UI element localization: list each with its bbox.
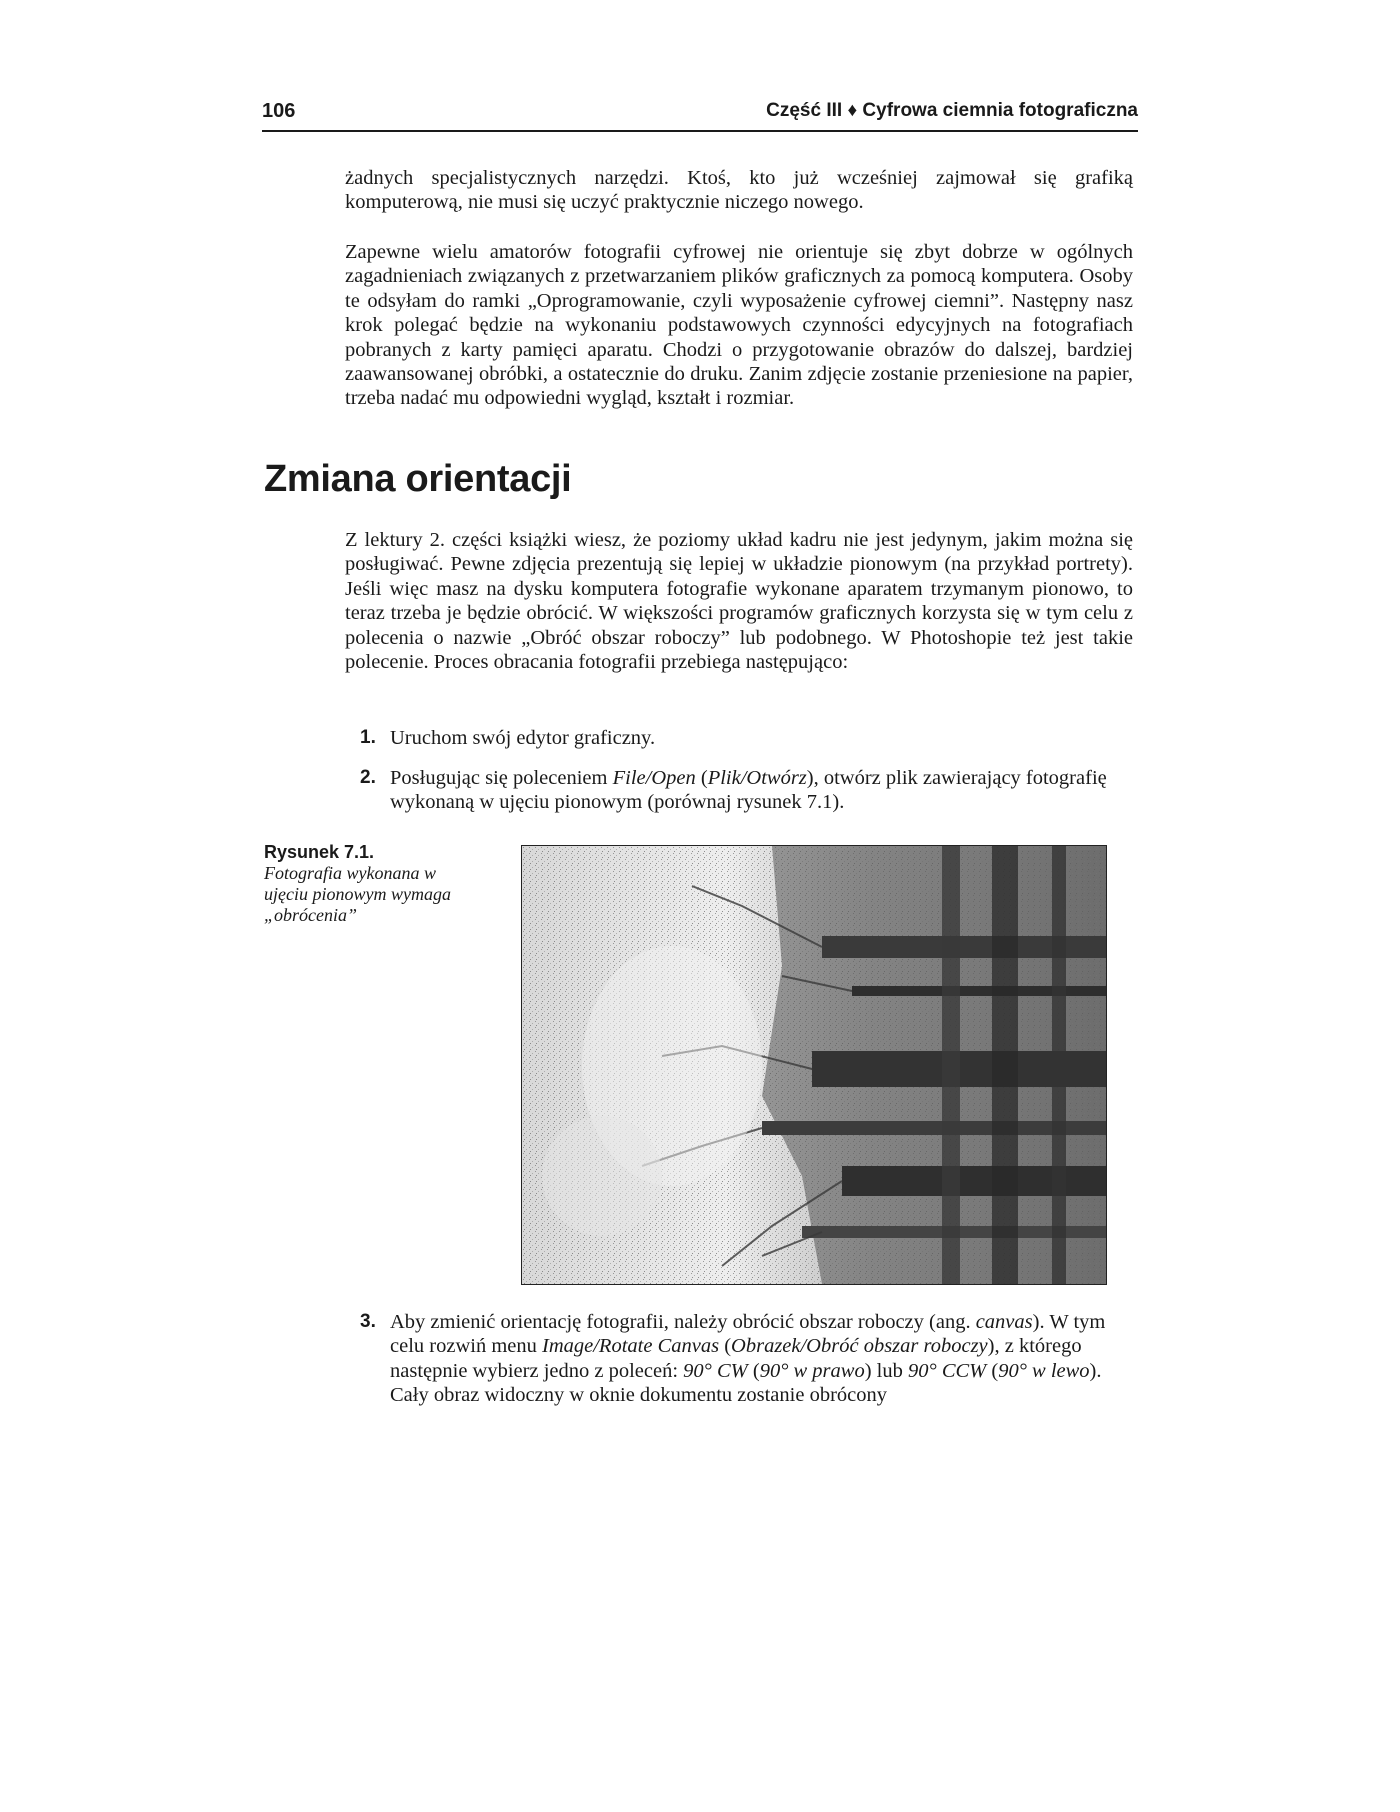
- figure-caption-text: Fotografia wykonana w ujęciu pionowym wymaga „obrócenia”: [264, 863, 451, 925]
- step-3: [362, 1310, 1122, 1408]
- paragraph-amateurs: Zapewne wielu amatorów fotografii cyfrowej nie orientuje się zbyt dobrze w ogólnych zagadnieniach związanych z przetwarzaniem plików graficznych za pomocą komputera. Osoby te odsyłam do ramki „Oprogramowanie, czyli wyposażenie cyfrowej ciemni”. Następny nasz krok polegać będzie na wykonaniu podstawowych czynności edycyjnych na fotografiach pobranych z karty pamięci aparatu. Chodzi o przygotowanie obrazów do dalszej, bardziej zaawansowanej obróbki, a ostatecznie do druku. Zanim zdjęcie zostanie przeniesione na papier, trzeba nadać mu odpowiedni wygląd, kształt i rozmiar.: [345, 241, 1133, 410]
- figure-label: Rysunek 7.1.: [264, 842, 375, 862]
- text-run: ) lub: [864, 1359, 908, 1382]
- term-canvas: canvas: [975, 1311, 1033, 1333]
- step-number: 2.: [360, 767, 376, 788]
- step-1: [362, 726, 1122, 750]
- figure-photo-winter-trees: [521, 845, 1107, 1285]
- menu-path-pl: Plik/Otwórz: [707, 767, 807, 789]
- step-2: [362, 766, 1122, 815]
- step-text: [362, 766, 1122, 815]
- text-run: ), otwórz plik zawierający fotografię wykonaną w ujęciu pionowym (porównaj rysunek 7.1).: [390, 767, 1107, 814]
- text-run: ), z którego następnie wybierz jedno z poleceń:: [390, 1335, 1082, 1382]
- page-number: 106: [262, 100, 296, 122]
- menu-path-en: File/Open: [612, 767, 696, 789]
- step-number: 3.: [360, 1311, 376, 1332]
- running-header: [262, 96, 1138, 132]
- command-cw-pl: 90° w prawo: [759, 1359, 865, 1382]
- command-cw: 90° CW: [683, 1359, 748, 1382]
- paragraph-orientation: Z lektury 2. części książki wiesz, że poziomy układ kadru nie jest jedynym, jakim można się posługiwać. Pewne zdjęcia prezentują się lepiej w układzie pionowym (na przykład portrety). Jeśli więc masz na dysku komputera fotografie wykonane aparatem trzymanym pionowo, to teraz trzeba je będzie obrócić. W większości programów graficznych korzysta się w tym celu z polecenia o nazwie „Obróć obszar roboczy” lub podobnego. W Photoshopie też jest takie polecenie. Proces obracania fotografii przebiega następująco:: [345, 529, 1133, 674]
- text-run: Aby zmienić orientację fotografii, należy obrócić obszar roboczy (ang.: [390, 1311, 976, 1333]
- menu-path-en: Image/Rotate Canvas: [542, 1335, 720, 1358]
- text-run: Posługując się poleceniem: [390, 767, 613, 789]
- text-run: (: [747, 1359, 760, 1382]
- step-text: [362, 1310, 1122, 1408]
- section-title: Część III ♦ Cyfrowa ciemnia fotograficzna: [766, 100, 1138, 121]
- text-run: (: [986, 1359, 999, 1382]
- section-heading: Zmiana orientacji: [264, 458, 572, 500]
- photo-image: [522, 846, 1106, 1284]
- text-run: (: [695, 767, 708, 789]
- paragraph-intro: żadnych specjalistycznych narzędzi. Ktoś, kto już wcześniej zajmował się grafiką komputerową, nie musi się uczyć praktycznie niczego nowego.: [345, 167, 1133, 214]
- text-run: (: [719, 1335, 732, 1358]
- text-run: ). W tym celu rozwiń menu: [390, 1311, 1106, 1358]
- figure-caption: [264, 842, 464, 926]
- command-ccw: 90° CCW: [908, 1359, 987, 1382]
- text-run: ). Cały obraz widoczny w oknie dokumentu zostanie obrócony: [390, 1359, 1102, 1407]
- step-number: 1.: [360, 727, 376, 748]
- command-ccw-pl: 90° w lewo: [998, 1359, 1090, 1382]
- menu-path-pl: Obrazek/Obróć obszar roboczy: [731, 1335, 988, 1358]
- step-text: Uruchom swój edytor graficzny.: [390, 727, 656, 749]
